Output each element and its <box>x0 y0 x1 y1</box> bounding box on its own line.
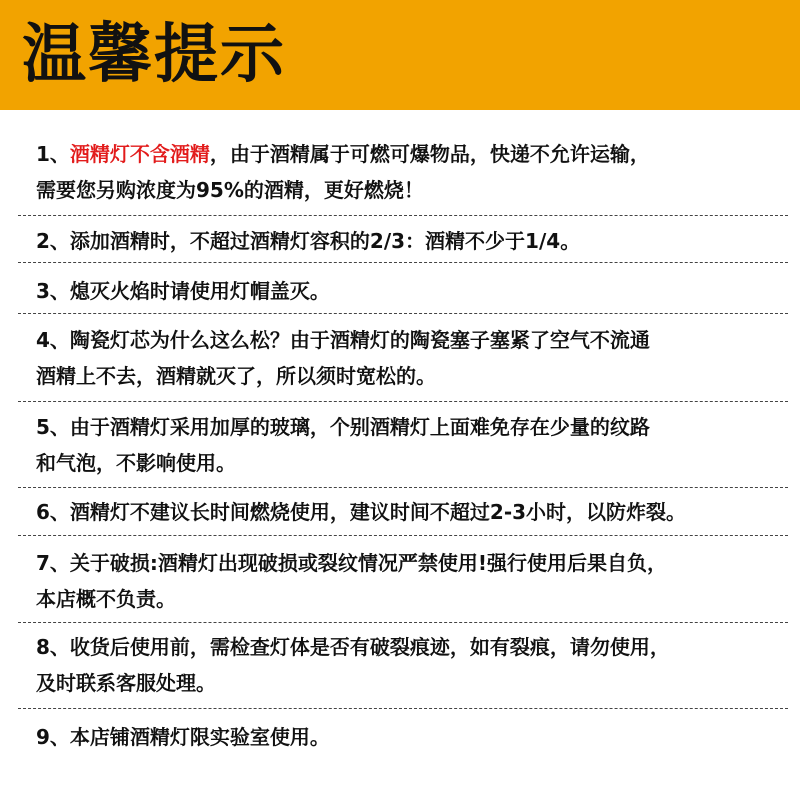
divider <box>18 313 788 314</box>
notice-item-7-line-2: 本店概不负责。 <box>36 587 176 611</box>
notice-item-5 <box>36 409 796 481</box>
notice-item-2-line-1: 2、添加酒精时，不超过酒精灯容积的2/3：酒精不少于1/4。 <box>36 229 581 253</box>
notice-item-8 <box>36 629 796 701</box>
divider <box>18 708 788 709</box>
divider <box>18 262 788 263</box>
notice-item-8-line-1: 8、收货后使用前，需检查灯体是否有破裂痕迹，如有裂痕，请勿使用， <box>36 635 670 659</box>
notice-item-1 <box>36 136 796 208</box>
header-banner <box>0 0 800 110</box>
notice-item-4-line-2: 酒精上不去，酒精就灭了，所以须时宽松的。 <box>36 364 436 388</box>
item-number: 1、 <box>36 142 70 166</box>
notice-item-1-line-2: 需要您另购浓度为95%的酒精，更好燃烧！ <box>36 178 424 202</box>
notice-item-9-line-1: 9、本店铺酒精灯限实验室使用。 <box>36 725 330 749</box>
divider <box>18 401 788 402</box>
notice-item-6-line-1: 6、酒精灯不建议长时间燃烧使用，建议时间不超过2-3小时，以防炸裂。 <box>36 500 687 524</box>
notice-item-9 <box>36 719 796 755</box>
notice-text: ，由于酒精属于可燃可爆物品，快递不允许运输， <box>209 142 650 166</box>
notice-item-7-line-1: 7、关于破损:酒精灯出现破损或裂纹情况严禁使用!强行使用后果自负， <box>36 551 668 575</box>
highlight-text: 酒精灯不含酒精 <box>69 142 210 166</box>
notice-item-3-line-1: 3、熄灭火焰时请使用灯帽盖灭。 <box>36 279 330 303</box>
divider <box>18 487 788 488</box>
page-title: 温馨提示 <box>22 18 286 92</box>
notice-item-6 <box>36 494 796 530</box>
notice-item-4 <box>36 322 796 394</box>
notice-item-8-line-2: 及时联系客服处理。 <box>36 671 216 695</box>
divider <box>18 535 788 536</box>
divider <box>18 215 788 216</box>
notice-item-5-line-1: 5、由于酒精灯采用加厚的玻璃，个别酒精灯上面难免存在少量的纹路 <box>36 415 650 439</box>
notice-item-3 <box>36 273 796 309</box>
divider <box>18 622 788 623</box>
notice-item-2 <box>36 223 796 259</box>
notice-item-5-line-2: 和气泡，不影响使用。 <box>36 451 236 475</box>
notice-item-7 <box>36 545 796 617</box>
notice-item-4-line-1: 4、陶瓷灯芯为什么这么松？由于酒精灯的陶瓷塞子塞紧了空气不流通 <box>36 328 650 352</box>
notice-item-1-line-1 <box>36 136 796 172</box>
